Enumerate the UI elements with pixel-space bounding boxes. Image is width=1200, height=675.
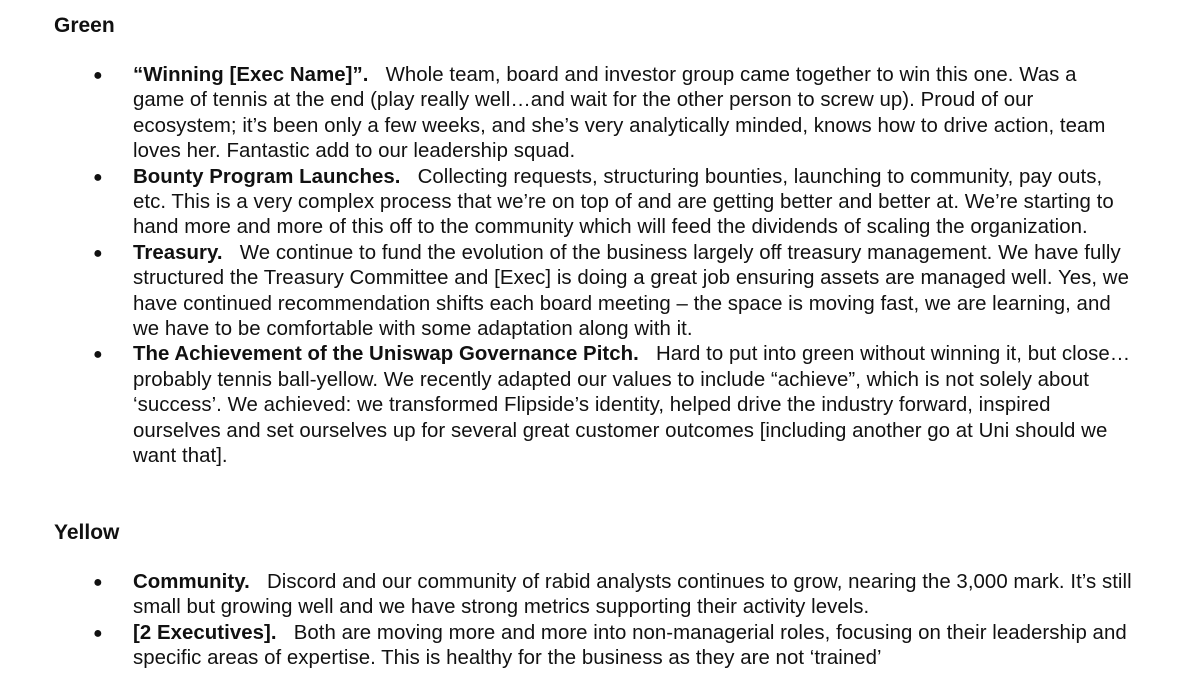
list-item xyxy=(0,63,1133,165)
item-title: “Winning [Exec Name]”. xyxy=(133,64,369,86)
item-text: Discord and our community of rabid analysts continues to grow, nearing the 3,000 mark. It’s still small but growing well and we have strong metrics supporting their activity levels. xyxy=(133,571,1132,619)
yellow-bullet-list xyxy=(0,570,1200,672)
bullet-icon: ● xyxy=(93,624,103,642)
list-item xyxy=(0,241,1133,343)
item-text: We continue to fund the evolution of the business largely off treasury management. We have fully structured the Treasury Committee and [Exec] is doing a great job ensuring assets are managed well. Yes, we have continued recommendation shifts each board meeting – the space is moving fast, we are learning, and we have to be comfortable with some adaptation along with it. xyxy=(133,241,1129,341)
item-title: [2 Executives]. xyxy=(133,621,277,644)
bullet-icon: ● xyxy=(93,244,103,262)
list-item xyxy=(0,570,1133,621)
item-text: Collecting requests, structuring bounties, launching to community, pay outs, etc. This is a very complex process that we’re on top of and are getting better and better at. We’re starting to hand more and more of this off to the community which will feed the dividends of scaling the organization. xyxy=(133,165,1114,239)
green-bullet-list xyxy=(0,63,1200,470)
item-title: Treasury. xyxy=(133,241,223,264)
section-heading-green: Green xyxy=(54,14,115,37)
bullet-icon: ● xyxy=(93,67,103,84)
list-item xyxy=(0,165,1133,241)
section-heading-yellow: Yellow xyxy=(54,521,120,544)
item-title: Community. xyxy=(133,571,250,593)
item-title: The Achievement of the Uniswap Governance Pitch. xyxy=(133,343,639,366)
list-item xyxy=(0,621,1133,672)
bullet-icon: ● xyxy=(93,168,103,186)
item-text: Hard to put into green without winning it, but close… probably tennis ball-yellow. We recently adapted our values to include “achieve”, which is not solely about ‘success’. We achieved: we transformed Flipside’s identity, helped drive the industry forward, inspired ourselves and set ourselves up for several great customer outcomes [including another go at Uni should we want that]. xyxy=(133,343,1131,468)
item-title: Bounty Program Launches. xyxy=(133,165,401,188)
item-text: Whole team, board and investor group came together to win this one. Was a game of tennis at the end (play really well…and wait for the other person to screw up). Proud of our ecosystem; it’s been only a few weeks, and she’s very analytically minded, knows how to drive action, team loves her. Fantastic add to our leadership squad. xyxy=(133,64,1106,163)
list-item xyxy=(0,342,1133,469)
bullet-icon: ● xyxy=(93,346,103,364)
bullet-icon: ● xyxy=(93,574,103,591)
item-text: Both are moving more and more into non-managerial roles, focusing on their leadership and specific areas of expertise. This is healthy for the business as they are not ‘trained’ xyxy=(133,621,1127,670)
